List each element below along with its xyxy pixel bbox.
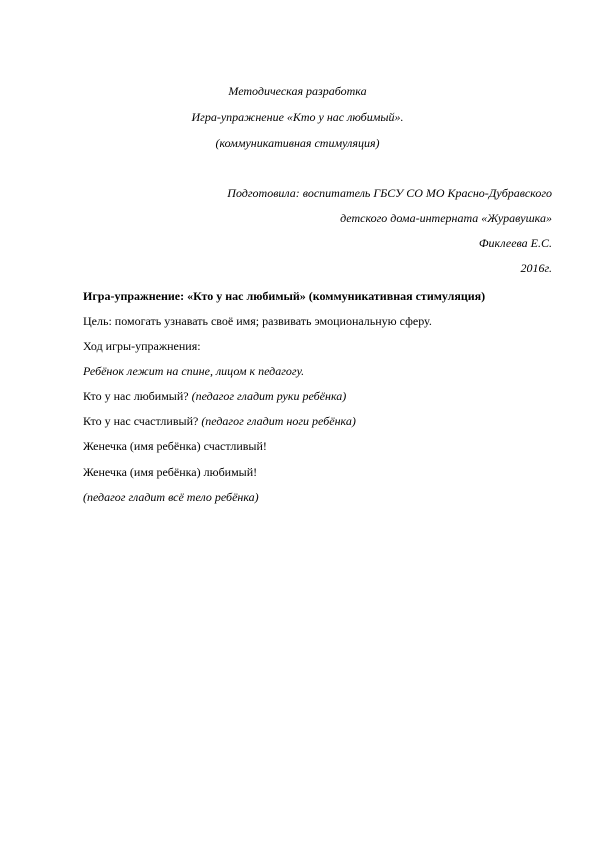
page-subtitle-note: (коммуникативная стимуляция) [215,136,380,150]
author-year: 2016г. [520,261,552,275]
author-line-1: Подготовила: воспитатель ГБСУ СО МО Красно-Дубравского [227,186,552,200]
author-line-2: детского дома-интерната «Журавушка» [340,211,552,225]
question-line-2 [83,414,356,428]
section-heading: Игра-упражнение: «Кто у нас любимый» (коммуникативная стимуляция) [83,289,486,303]
question-line-1 [83,389,346,403]
author-name: Фиклеева Е.С. [478,236,552,250]
question-2-action: (педагог гладит ноги ребёнка) [201,414,356,428]
question-1-action: (педагог гладит руки ребёнка) [191,389,347,403]
question-2-text: Кто у нас счастливый? [83,414,202,428]
setup-text: Ребёнок лежит на спине, лицом к педагогу. [83,364,305,378]
answer-line-1: Женечка (имя ребёнка) счастливый! [83,439,267,453]
answer-line-2: Женечка (имя ребёнка) любимый! [83,465,258,479]
final-action-text: (педагог гладит всё тело ребёнка) [83,490,259,504]
page-subtitle: Игра-упражнение «Кто у нас любимый». [191,110,404,124]
question-1-text: Кто у нас любимый? [83,389,192,403]
procedure-label: Ход игры-упражнения: [83,339,201,353]
goal-text: Цель: помогать узнавать своё имя; развивать эмоциональную сферу. [83,314,432,328]
page-title: Методическая разработка [228,84,367,98]
